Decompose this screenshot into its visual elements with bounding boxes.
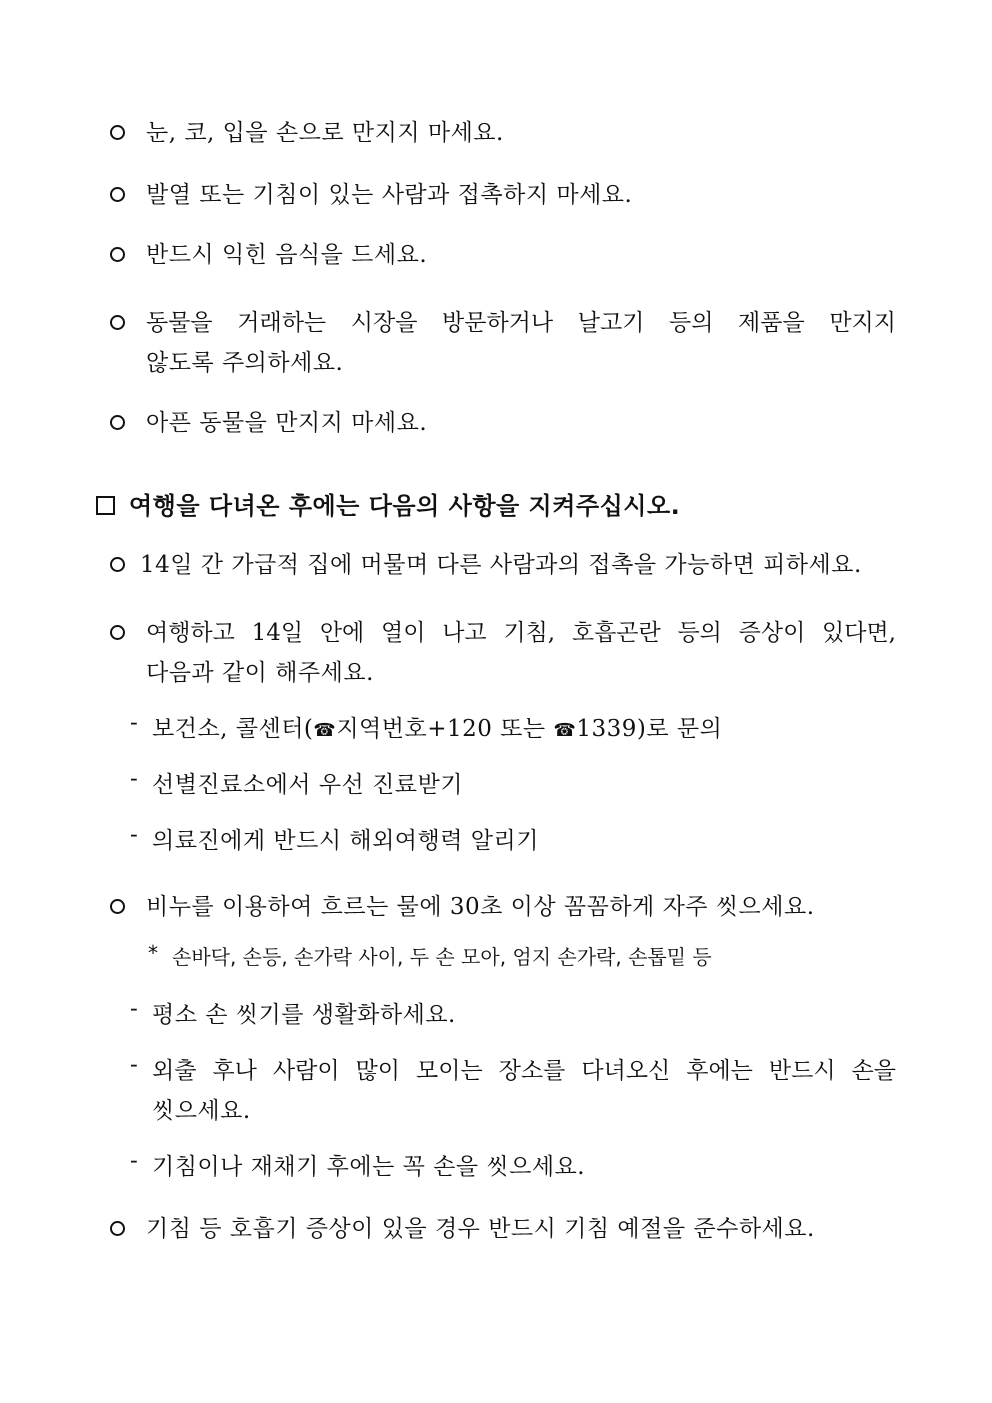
list-item: 아픈 동물을 만지지 마세요. bbox=[146, 410, 428, 436]
sub-item: 기침이나 재채기 후에는 꼭 손을 씻으세요. bbox=[152, 1154, 586, 1180]
sub-item-text: 1339)로 문의 bbox=[576, 716, 723, 742]
list-item: 반드시 익힌 음식을 드세요. bbox=[146, 242, 428, 268]
circle-bullet-icon bbox=[110, 311, 125, 336]
list-item: 발열 또는 기침이 있는 사람과 접촉하지 마세요. bbox=[146, 182, 633, 208]
section-heading-text: 여행을 다녀온 후에는 다음의 사항을 지켜주십시오. bbox=[129, 492, 681, 520]
checkbox-square-icon bbox=[96, 496, 115, 515]
circle-bullet-icon bbox=[110, 1217, 125, 1242]
circle-bullet-icon bbox=[110, 621, 125, 646]
sub-item: 선별진료소에서 우선 진료받기 bbox=[152, 772, 463, 798]
list-item: 여행하고 14일 안에 열이 나고 기침, 호흡곤란 등의 증상이 있다면, bbox=[146, 620, 896, 646]
list-item-continuation: 않도록 주의하세요. bbox=[146, 350, 344, 376]
dash-bullet: - bbox=[130, 1052, 138, 1078]
sub-item: 평소 손 씻기를 생활화하세요. bbox=[152, 1002, 456, 1028]
dash-bullet: - bbox=[130, 1148, 138, 1174]
sub-item: 의료진에게 반드시 해외여행력 알리기 bbox=[152, 828, 539, 854]
sub-item-text: 보건소, 콜센터( bbox=[152, 716, 314, 742]
circle-bullet-icon bbox=[110, 553, 125, 578]
circle-bullet-icon bbox=[110, 895, 125, 920]
section-heading bbox=[96, 486, 680, 521]
list-item: 14일 간 가급적 집에 머물며 다른 사람과의 접촉을 가능하면 피하세요. bbox=[140, 552, 862, 578]
note-mark: * bbox=[148, 941, 158, 965]
sub-item-text: 지역번호+120 또는 bbox=[336, 716, 554, 742]
circle-bullet-icon bbox=[110, 121, 125, 146]
dash-bullet: - bbox=[130, 710, 138, 736]
dash-bullet: - bbox=[130, 996, 138, 1022]
list-item: 기침 등 호흡기 증상이 있을 경우 반드시 기침 예절을 준수하세요. bbox=[146, 1216, 815, 1242]
sub-item-contact bbox=[152, 710, 722, 743]
list-item: 눈, 코, 입을 손으로 만지지 마세요. bbox=[146, 120, 504, 146]
dash-bullet: - bbox=[130, 822, 138, 848]
circle-bullet-icon bbox=[110, 243, 125, 268]
sub-item: 외출 후나 사람이 많이 모이는 장소를 다녀오신 후에는 반드시 손을 bbox=[152, 1058, 896, 1084]
list-item-continuation: 다음과 같이 해주세요. bbox=[146, 660, 374, 686]
list-item: 비누를 이용하여 흐르는 물에 30초 이상 꼼꼼하게 자주 씻으세요. bbox=[146, 894, 815, 920]
phone-icon: ☎ bbox=[553, 720, 577, 741]
circle-bullet-icon bbox=[110, 411, 125, 436]
phone-icon: ☎ bbox=[313, 720, 337, 741]
note-text: 손바닥, 손등, 손가락 사이, 두 손 모아, 엄지 손가락, 손톱밑 등 bbox=[172, 945, 712, 969]
list-item: 동물을 거래하는 시장을 방문하거나 날고기 등의 제품을 만지지 bbox=[146, 310, 896, 336]
dash-bullet: - bbox=[130, 766, 138, 792]
sub-item-continuation: 씻으세요. bbox=[152, 1098, 251, 1124]
circle-bullet-icon bbox=[110, 183, 125, 208]
